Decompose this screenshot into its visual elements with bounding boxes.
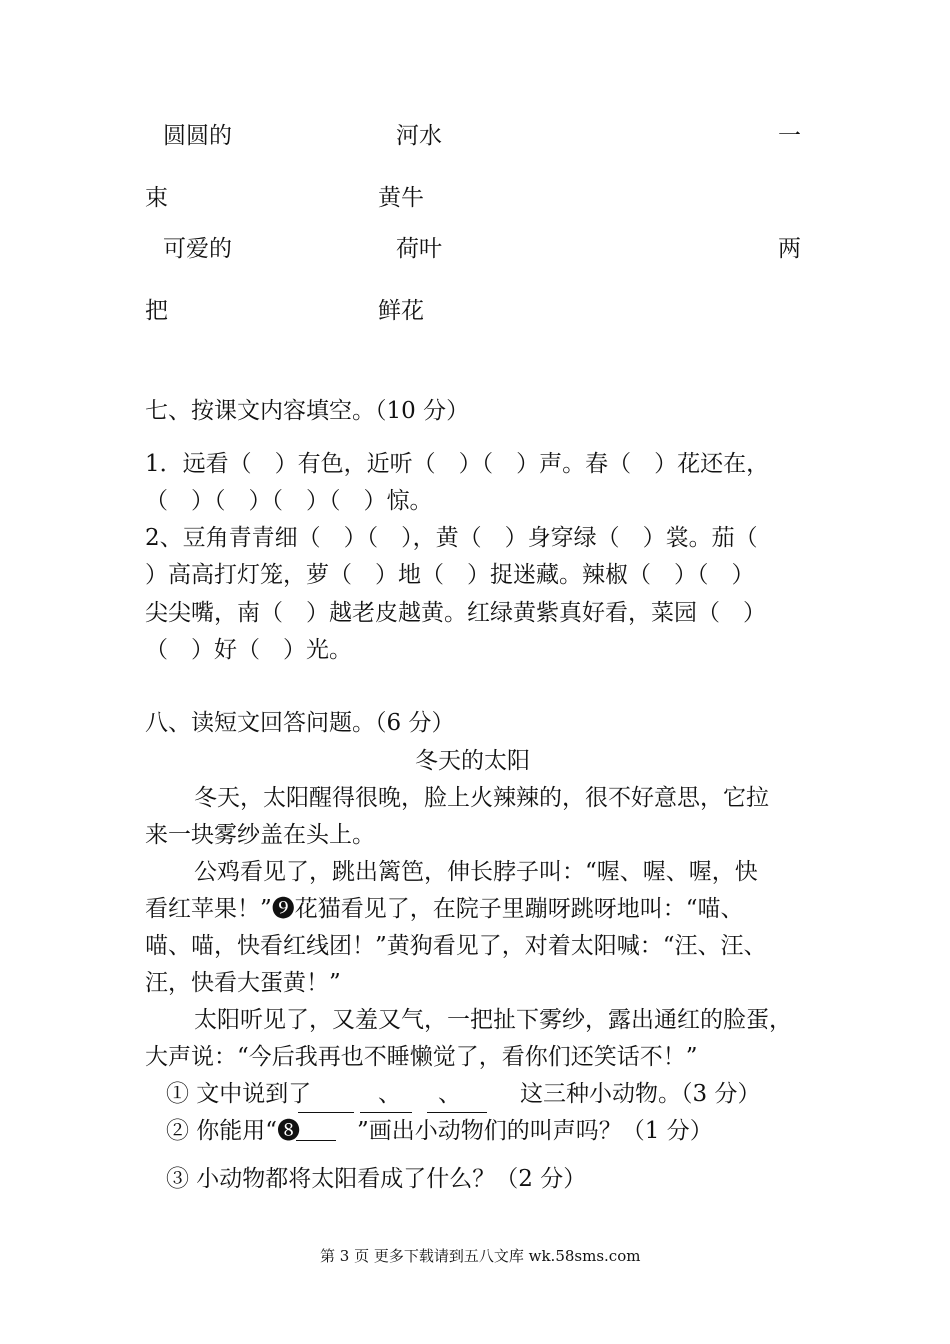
match-row1-right: 一	[778, 123, 801, 149]
page-footer: 第 3 页 更多下载请到五八文库 wk.58sms.com	[320, 1247, 641, 1265]
story-title: 冬天的太阳	[415, 748, 530, 774]
question1-blank-2[interactable]	[360, 1112, 412, 1113]
match-row3-mid: 荷叶	[396, 236, 442, 262]
section7-q1-line1: 1．远看（ ）有色，近听（ ）（ ）声。春（ ）花还在，	[145, 451, 770, 477]
match-row4-mid: 鲜花	[378, 298, 424, 324]
question1-sep1: 、	[378, 1081, 401, 1107]
story-p2-line4: 汪，快看大蛋黄！”	[145, 970, 341, 996]
question1-suffix: 这三种小动物。（3 分）	[520, 1081, 761, 1107]
question1-prefix: ① 文中说到了	[166, 1081, 312, 1107]
question1-blank-1[interactable]	[298, 1112, 354, 1113]
story-p3-line2: 大声说：“今后我再也不睡懒觉了，看你们还笑话不！”	[145, 1044, 698, 1070]
section7-q1-line2: （ ）（ ）（ ）（ ）惊。	[145, 488, 433, 514]
question2-suffix: ”画出小动物们的叫声吗？（1 分）	[357, 1118, 713, 1144]
story-p2-line3: 喵、喵，快看红线团！”黄狗看见了，对着太阳喊：“汪、汪、	[145, 933, 767, 959]
question2-prefix: ② 你能用“❽	[166, 1118, 301, 1144]
section7-q2-line1: 2、豆角青青细（ ）（ ），黄（ ）身穿绿（ ）裳。茄（	[145, 525, 758, 551]
story-p1-line2: 来一块雾纱盖在头上。	[145, 822, 375, 848]
match-row2-mid: 黄牛	[378, 185, 424, 211]
question1-blank-3[interactable]	[427, 1112, 487, 1113]
match-row3-left: 可爱的	[163, 236, 232, 262]
match-row4-left: 把	[145, 298, 168, 324]
question2-blank[interactable]	[296, 1140, 336, 1141]
match-row3-right: 两	[778, 236, 801, 262]
section7-q2-line2: ）高高打灯笼，萝（ ）地（ ）捉迷藏。辣椒（ ）（ ）	[145, 562, 755, 588]
match-row2-left: 束	[145, 185, 168, 211]
story-p3-line1: 太阳听见了，又羞又气，一把扯下雾纱，露出通红的脸蛋，	[194, 1007, 792, 1033]
story-p2-line2: 看红苹果！”❾花猫看见了，在院子里蹦呀跳呀地叫：“喵、	[145, 896, 744, 922]
section7-q2-line4: （ ）好（ ）光。	[145, 637, 352, 663]
match-row1-mid: 河水	[396, 123, 442, 149]
story-p1-line1: 冬天，太阳醒得很晚，脸上火辣辣的，很不好意思，它拉	[194, 785, 769, 811]
question3: ③ 小动物都将太阳看成了什么？（2 分）	[166, 1166, 587, 1192]
story-p2-line1: 公鸡看见了，跳出篱笆，伸长脖子叫：“喔、喔、喔，快	[194, 859, 758, 885]
section7-title: 七、按课文内容填空。（10 分）	[145, 398, 470, 424]
section7-q2-line3: 尖尖嘴，南（ ）越老皮越黄。红绿黄紫真好看，菜园（ ）	[145, 600, 766, 626]
section8-title: 八、读短文回答问题。（6 分）	[145, 710, 455, 736]
match-row1-left: 圆圆的	[163, 123, 232, 149]
question1-sep2: 、	[438, 1081, 461, 1107]
